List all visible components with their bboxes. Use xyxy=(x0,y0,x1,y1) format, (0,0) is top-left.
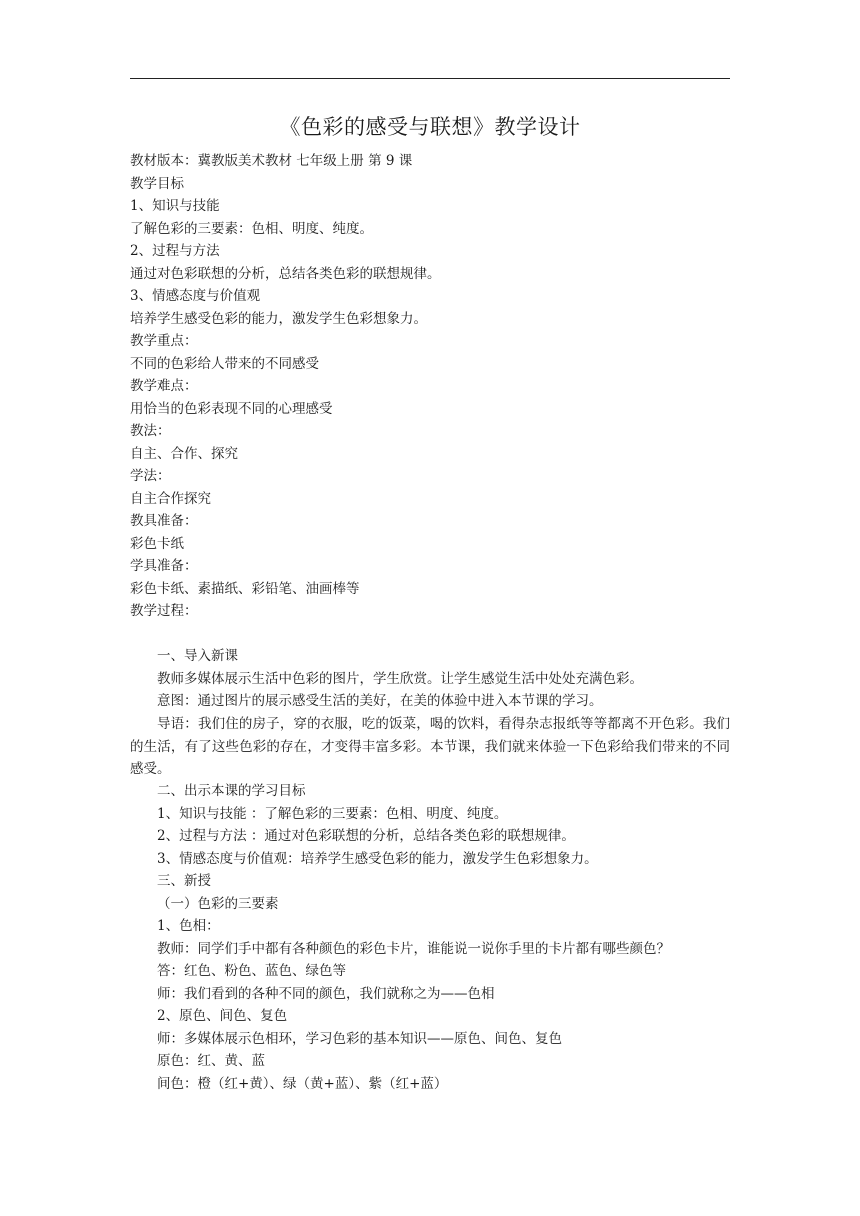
text-line: 教师多媒体展示生活中色彩的图片，学生欣赏。让学生感觉生活中处处充满色彩。 xyxy=(157,670,643,687)
text-line: 学法： xyxy=(130,468,171,484)
text-line: 三、新授 xyxy=(157,873,211,889)
text-line: 2、原色、间色、复色 xyxy=(157,1008,288,1024)
text-line: 自主合作探究 xyxy=(130,490,211,507)
text-line: 1、知识与技能 ：了解色彩的三要素：色相、明度、纯度。 xyxy=(157,805,508,822)
text-line: 师：多媒体展示色相环，学习色彩的基本知识——原色、间色、复色 xyxy=(157,1030,562,1047)
document-title: 《色彩的感受与联想》教学设计 xyxy=(279,115,581,139)
text-line: 教具准备： xyxy=(130,513,198,529)
text-line: 自主、合作、探究 xyxy=(130,445,238,462)
header-rule xyxy=(130,78,730,79)
text-line: 通过对色彩联想的分析，总结各类色彩的联想规律。 xyxy=(130,265,441,282)
text-line: 2、过程与方法 ：通过对色彩联想的分析，总结各类色彩的联想规律。 xyxy=(157,828,575,844)
text-line: 教材版本：冀教版美术教材 七年级上册 第 9 课 xyxy=(130,153,413,169)
text-line: 彩色卡纸、素描纸、彩铅笔、油画棒等 xyxy=(130,580,360,597)
text-line: 用恰当的色彩表现不同的心理感受 xyxy=(130,400,333,417)
text-line: （一）色彩的三要素 xyxy=(157,895,279,912)
text-line: 3、情感态度与价值观：培养学生感受色彩的能力，激发学生色彩想象力。 xyxy=(157,850,598,867)
text-line: 教学难点： xyxy=(130,378,198,394)
text-line: 答：红色、粉色、蓝色、绿色等 xyxy=(157,963,346,979)
text-line: 意图：通过图片的展示感受生活的美好，在美的体验中进入本节课的学习。 xyxy=(157,693,603,709)
text-line: 教学重点： xyxy=(130,333,198,349)
text-line: 2、过程与方法 xyxy=(130,243,220,259)
text-line: 原色：红、黄、蓝 xyxy=(157,1053,265,1069)
text-line: 师：我们看到的各种不同的颜色，我们就称之为——色相 xyxy=(157,985,495,1002)
text-line: 培养学生感受色彩的能力，激发学生色彩想象力。 xyxy=(130,310,427,327)
text-line: 1、知识与技能 xyxy=(130,198,220,214)
text-line: 间色：橙（红+黄）、绿（黄+蓝）、紫（红+蓝） xyxy=(157,1075,448,1092)
text-line: 学具准备： xyxy=(130,558,198,574)
text-line: 教学目标 xyxy=(130,175,184,192)
text-line: 3、情感态度与价值观 xyxy=(130,288,261,304)
text-line: 二、出示本课的学习目标 xyxy=(157,783,306,799)
text-line: 教师：同学们手中都有各种颜色的彩色卡片，谁能说一说你手里的卡片都有哪些颜色？ xyxy=(157,940,670,957)
text-line: 教学过程： xyxy=(130,603,198,619)
text-line: 教法： xyxy=(130,423,171,439)
text-line: 1、色相： xyxy=(157,918,220,934)
text-line: 不同的色彩给人带来的不同感受 xyxy=(130,355,319,372)
text-line: 一、导入新课 xyxy=(157,648,238,664)
guide-paragraph: 导语：我们住的房子，穿的衣服，吃的饭菜，喝的饮料，看得杂志报纸等等都离不开色彩。我们的生活，有了这些色彩的存在，才变得丰富多彩。本节课，我们就来体验一下色彩给我们带来的不同感受。 xyxy=(130,716,730,777)
text-line: 彩色卡纸 xyxy=(130,535,184,552)
text-line: 了解色彩的三要素：色相、明度、纯度。 xyxy=(130,220,373,237)
